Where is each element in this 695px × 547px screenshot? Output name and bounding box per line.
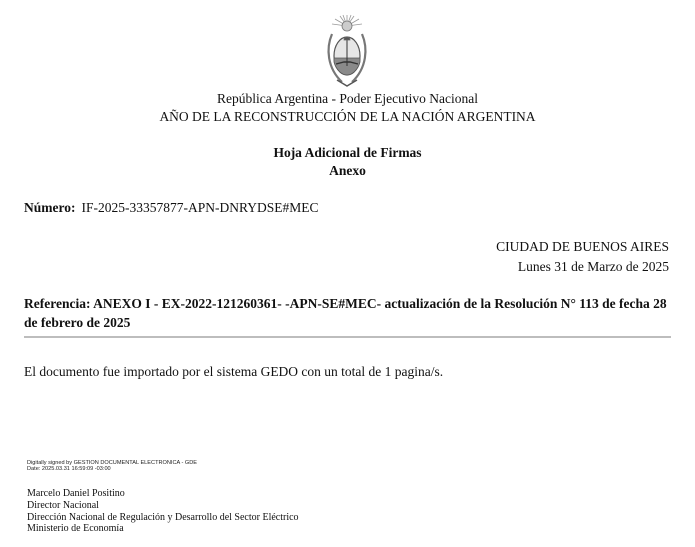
signer-office: Dirección Nacional de Regulación y Desarrollo del Sector Eléctrico <box>27 511 299 523</box>
signer-ministry: Ministerio de Economía <box>27 523 124 535</box>
document-title: Hoja Adicional de Firmas <box>273 145 422 160</box>
coat-of-arms-seal <box>322 12 372 90</box>
digital-signature-stamp <box>27 460 197 473</box>
reference-label: Referencia: <box>24 296 91 311</box>
digital-signature-signed-by: Digitally signed by GESTION DOCUMENTAL ELECTRONICA - GDE <box>27 460 198 466</box>
document-number <box>24 200 319 216</box>
place-date: Lunes 31 de Marzo de 2025 <box>517 259 669 274</box>
reference-text: ANEXO I - EX-2022-121260361- -APN-SE#MEC- actualización de la Resolución N° 113 de fecha 28 de febrero de 2025 <box>24 296 667 330</box>
signer-role: Director Nacional <box>27 499 99 511</box>
signer-name: Marcelo Daniel Positino <box>27 488 125 499</box>
document-subtitle: Anexo <box>329 163 366 178</box>
document-number-value: IF-2025-33357877-APN-DNRYDSE#MEC <box>81 200 319 215</box>
place-city: CIUDAD DE BUENOS AIRES <box>496 239 669 254</box>
digital-signature-date: Date: 2025.03.31 16:59:09 -03:00 <box>27 466 111 473</box>
body-text: El documento fue importado por el sistema GEDO con un total de 1 pagina/s. <box>24 364 444 379</box>
reference <box>24 294 669 332</box>
document-number-label: Número: <box>24 200 76 215</box>
signer-block <box>27 488 299 535</box>
header-government-line: República Argentina - Poder Ejecutivo Nacional <box>216 91 479 106</box>
header-year-motto: AÑO DE LA RECONSTRUCCIÓN DE LA NACIÓN ARGENTINA <box>159 109 536 124</box>
divider <box>24 336 671 338</box>
